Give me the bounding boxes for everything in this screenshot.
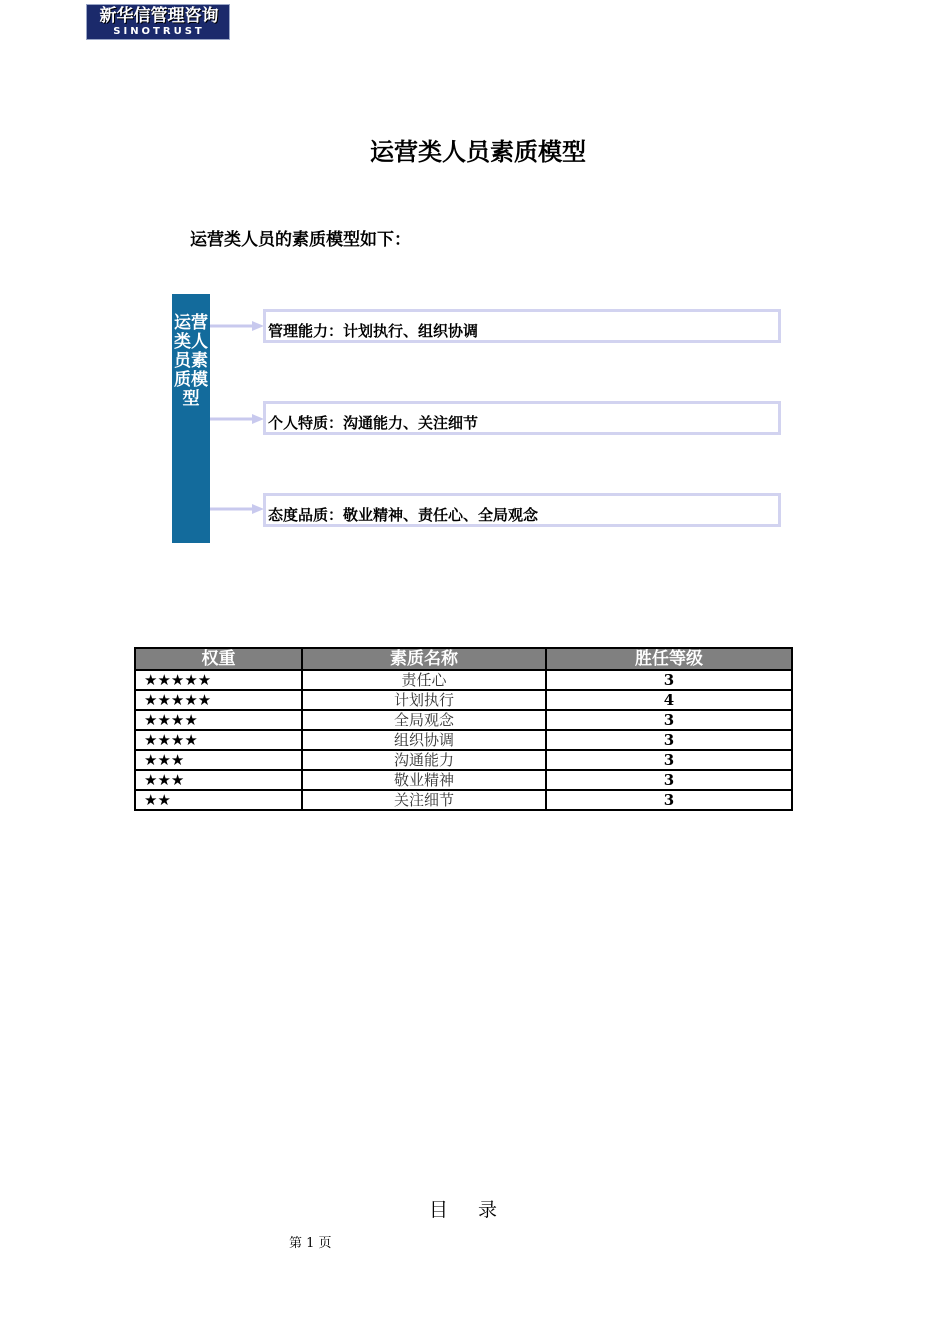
intro-text: 运营类人员的素质模型如下： <box>190 230 411 250</box>
weight-stars: ★★★★ <box>135 730 302 750</box>
competency-name: 组织协调 <box>302 730 546 750</box>
table-row <box>135 710 792 730</box>
competency-level: 3 <box>546 710 792 730</box>
competency-box-attitude <box>263 493 781 527</box>
competency-name: 责任心 <box>302 670 546 690</box>
model-vertical-bar <box>172 294 210 543</box>
header-weight: 权重 <box>135 648 302 670</box>
competency-name: 关注细节 <box>302 790 546 810</box>
table-header-row <box>135 648 792 670</box>
competency-level: 3 <box>546 790 792 810</box>
table-row <box>135 770 792 790</box>
competency-name: 敬业精神 <box>302 770 546 790</box>
competency-level: 3 <box>546 670 792 690</box>
page-title: 运营类人员素质模型 <box>370 138 586 166</box>
weight-stars: ★★ <box>135 790 302 810</box>
competency-level: 3 <box>546 770 792 790</box>
logo-english-text: SINOTRUST <box>113 26 205 37</box>
table-row <box>135 750 792 770</box>
table-row <box>135 670 792 690</box>
competency-box-management <box>263 309 781 343</box>
logo-chinese-text: 新华信管理咨询 <box>99 6 219 26</box>
competency-box-label: 管理能力：计划执行、组织协调 <box>268 322 479 340</box>
page-number: 第 1 页 <box>289 1236 332 1251</box>
company-logo <box>86 4 230 40</box>
competency-table <box>134 647 793 811</box>
competency-box-label: 态度品质：敬业精神、责任心、全局观念 <box>268 506 539 524</box>
competency-name: 全局观念 <box>302 710 546 730</box>
weight-stars: ★★★ <box>135 750 302 770</box>
toc-heading: 目录 <box>428 1199 527 1221</box>
model-vertical-label: 运营类人员素质模型 <box>174 313 208 409</box>
competency-box-label: 个人特质：沟通能力、关注细节 <box>268 414 479 432</box>
arrow-icon <box>210 319 264 333</box>
weight-stars: ★★★ <box>135 770 302 790</box>
weight-stars: ★★★★★ <box>135 670 302 690</box>
weight-stars: ★★★★★ <box>135 690 302 710</box>
table-row <box>135 730 792 750</box>
competency-level: 4 <box>546 690 792 710</box>
header-level: 胜任等级 <box>546 648 792 670</box>
header-competency-name: 素质名称 <box>302 648 546 670</box>
competency-name: 沟通能力 <box>302 750 546 770</box>
table-row <box>135 690 792 710</box>
competency-level: 3 <box>546 750 792 770</box>
competency-box-personal <box>263 401 781 435</box>
arrow-icon <box>210 502 264 516</box>
arrow-icon <box>210 412 264 426</box>
competency-name: 计划执行 <box>302 690 546 710</box>
competency-level: 3 <box>546 730 792 750</box>
table-row <box>135 790 792 810</box>
weight-stars: ★★★★ <box>135 710 302 730</box>
